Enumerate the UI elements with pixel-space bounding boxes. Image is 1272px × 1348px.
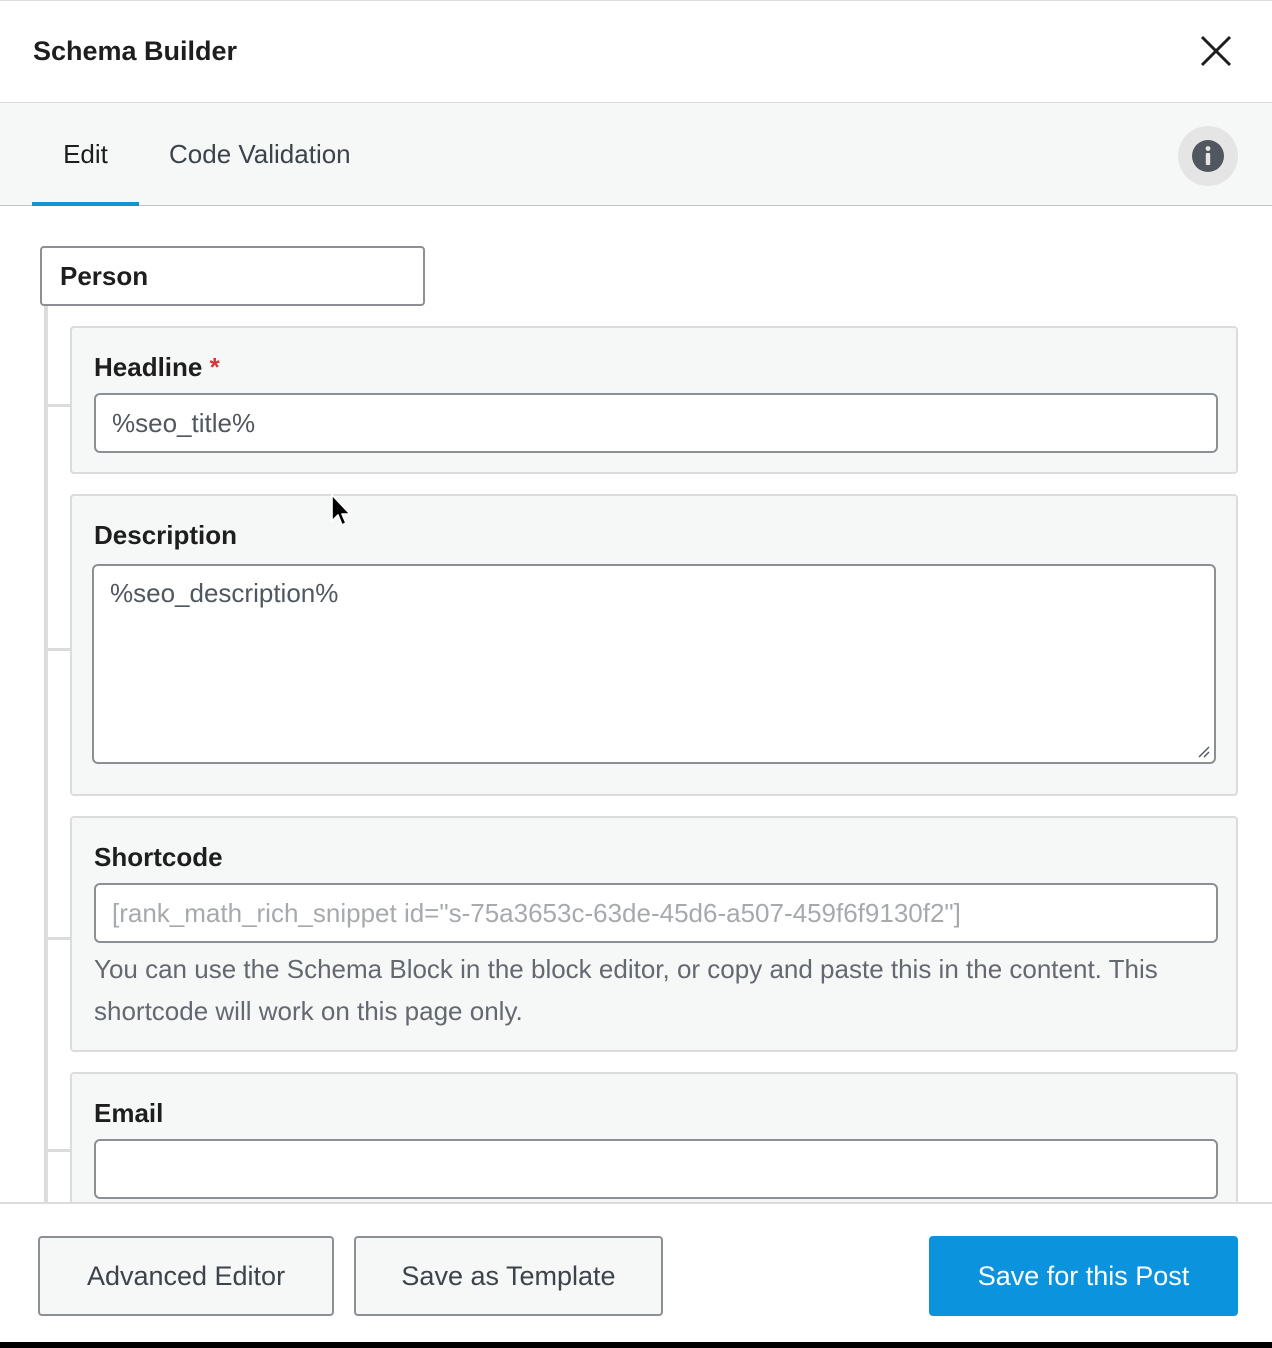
description-field-group <box>70 494 1238 796</box>
tab-edit-label: Edit <box>63 139 108 169</box>
mouse-cursor-icon <box>330 493 354 529</box>
tree-line <box>44 306 48 1202</box>
save-for-post-button[interactable]: Save for this Post <box>929 1236 1238 1316</box>
headline-label <box>94 352 220 383</box>
tab-code-validation[interactable] <box>169 103 351 206</box>
schema-type-label: Person <box>40 246 425 306</box>
headline-label-text: Headline <box>94 352 203 382</box>
close-icon <box>1196 31 1236 71</box>
modal-header <box>0 1 1272 103</box>
description-value: %seo_description% <box>110 578 339 608</box>
tree-branch <box>46 404 70 407</box>
modal-footer <box>0 1202 1272 1342</box>
modal-title: Schema Builder <box>33 36 238 66</box>
tree-branch <box>46 937 70 940</box>
advanced-editor-button[interactable]: Advanced Editor <box>38 1236 334 1316</box>
tree-branch <box>46 648 70 651</box>
shortcode-label: Shortcode <box>94 842 223 872</box>
email-field-group <box>70 1072 1238 1202</box>
shortcode-field-group <box>70 816 1238 1052</box>
headline-field-group <box>70 326 1238 474</box>
close-button[interactable] <box>1196 31 1236 71</box>
tree-branch <box>46 1149 70 1152</box>
headline-input[interactable]: %seo_title% <box>94 393 1218 453</box>
required-marker: * <box>209 352 220 382</box>
tab-edit[interactable] <box>32 103 139 206</box>
email-label: Email <box>94 1098 164 1128</box>
shortcode-help-text: You can use the Schema Block in the block editor, or copy and paste this in the content. This shortcode will work on this page only. <box>94 954 1158 1026</box>
schema-fields-area[interactable] <box>0 206 1272 1202</box>
shortcode-input[interactable]: [rank_math_rich_snippet id="s-75a3653c-63de-45d6-a507-459f6f9130f2"] <box>94 883 1218 943</box>
info-icon <box>1178 126 1238 186</box>
tab-code-validation-label: Code Validation <box>169 139 351 169</box>
description-label: Description <box>94 520 238 550</box>
info-button[interactable] <box>1178 126 1238 186</box>
tab-bar <box>0 103 1272 206</box>
email-input[interactable] <box>94 1139 1218 1199</box>
resize-grip-icon[interactable] <box>1196 744 1210 758</box>
save-as-template-button[interactable]: Save as Template <box>354 1236 663 1316</box>
description-textarea[interactable] <box>92 564 1216 764</box>
